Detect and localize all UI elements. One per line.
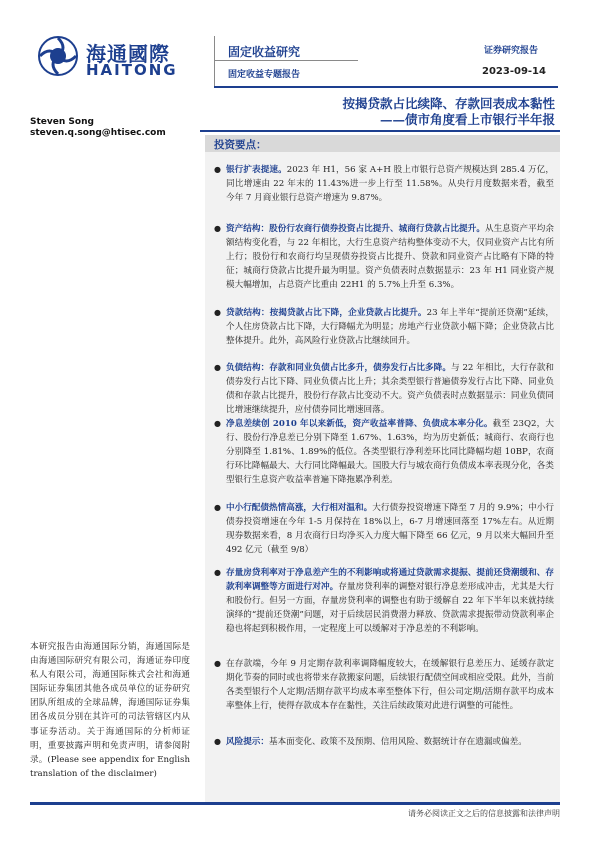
content-rule (200, 130, 560, 132)
bullet-lead: 中小行配债热情高涨，大行相对温和。 (226, 503, 373, 513)
bullet-item (214, 417, 554, 487)
bullet-text: 基本面变化、政策不及预期、信用风险、数据统计存在遗漏或偏差。 (268, 737, 527, 747)
footer-note: 请务必阅读正文之后的信息披露和法律声明 (408, 809, 560, 818)
header-mid-divider (215, 60, 358, 61)
logo-chinese-text: 海通國際 (86, 42, 170, 66)
bullet-item (214, 657, 554, 713)
bullet-dot-icon: ● (214, 165, 221, 174)
bullet-lead: 风险提示： (226, 737, 269, 747)
report-title: 按揭贷款占比续降、存款回表成本黏性 (342, 96, 555, 111)
bullet-lead: 银行扩表提速。 (226, 165, 287, 175)
author-name: Steven Song (30, 117, 94, 127)
bullet-text: 大行债券投资增速下降至 7 月的 9.9%；中小行债券投资增速在今年 1-5 月保持在 18%以上，6-7 月增速回落至 17%左右。从近期现券数据来看，8 月农商行日均净买入力度大幅下降至 66 亿元，9 月以来大幅回升至 492 亿元（截至 9/8） (226, 503, 554, 556)
bullet-lead: 负债结构：存款和同业负债占比多升，债券发行占比多降。 (226, 363, 451, 373)
bullet-dot-icon: ● (214, 419, 221, 428)
bullet-text: 从生息资产平均余额结构变化看，与 22 年相比，大行生息资产结构整体变动不大，仅同业资产占比有所上行；股份行和农商行均呈现债券投资占比提升、贷款和同业资产占比略有下降的特征；城商行贷款占比提升最为明显。资产负债表时点数据显示：23 年 H1 同业资产规模大幅增加，占总资产比重由 22H1 的 5.7%上升至 6.3%。 (226, 224, 554, 291)
bullet-text: 23 年上半年“提前还贷潮”延续，个人住房贷款占比下降，大行降幅尤为明显；房地产行业贷款小幅下降；企业贷款占比整体提升。此外，高风险行业贷款占比继续回升。 (226, 308, 554, 347)
bullet-lead: 贷款结构：按揭贷款占比下降，企业贷款占比提升。 (226, 308, 427, 318)
bullet-item (214, 163, 554, 205)
distribution-disclaimer: 本研究报告由海通国际分销，海通国际是由海通国际研究有限公司，海通证券印度私人有限公司，海通国际株式会社和海通国际证券集团其他各成员单位的证券研究团队所组成的全球品牌，海通国际证券集团各成员分别在其许可的司法管辖区内从事证券活动。关于海通国际的分析师证明，重要披露声明和免责声明，请参阅附录。(Please see appendix for English translation of the disclaimer) (30, 642, 190, 779)
bullet-item (214, 306, 554, 348)
section-subtitle: 固定收益专题报告 (228, 70, 301, 80)
bullet-dot-icon: ● (214, 503, 221, 512)
bullet-item (214, 735, 554, 749)
bullet-item (214, 222, 554, 292)
bullet-item (214, 501, 554, 557)
bullet-text: 在存款端，今年 9 月定期存款利率调降幅度较大，在缓解银行息差压力、延缓存款定期化节奏的同时或也将带来存款搬家问题，后续银行配债空间或相应受限。此外，当前各类型银行个人定期/活期存款平均成本率至整体下行，但公司定期/活期存款平均成本率整体上行，使得存款成本存在黏性，关注后续政策对此进行调整的可能性。 (226, 659, 554, 712)
logo-english-text: HAITONG (86, 61, 178, 79)
bullet-lead: 资产结构：股份行农商行债券投资占比提升、城商行贷款占比提升。 (226, 224, 485, 234)
haitong-logo-mark-icon (38, 36, 78, 76)
footer-rule (30, 802, 560, 805)
report-type: 证券研究报告 (484, 46, 539, 56)
bullet-text: 与 22 年相比，大行存款和债券发行占比下降、同业负债占比上升；其余类型银行普遍债券发行占比下降、同业负债和存款占比提升，股份行存款占比变动不大。资产负债表时点数据显示：同业负债同比增速继续提升，应付债券同比增速回落。 (226, 363, 554, 416)
bullet-item (214, 566, 554, 636)
bullet-text: 存量房贷利率的调整对银行净息差形成冲击，尤其是大行和股份行。但另一方面，存量房贷利率的调整也有助于缓解自 22 年下半年以来就持续演绎的“提前还贷潮”问题，对于后续居民消费潜力释放、贷款需求提振带动贷款利率企稳也将起到积极作用，一定程度上可以缓解对于净息差的不利影响。 (226, 582, 554, 635)
bullet-dot-icon: ● (214, 568, 221, 577)
bullet-lead: 净息差续创 2010 年以来新低，资产收益率普降、负债成本率分化。 (226, 419, 493, 429)
bullet-dot-icon: ● (214, 659, 221, 668)
header-rule (214, 86, 558, 88)
key-points-label: 投资要点： (214, 139, 267, 151)
report-date: 2023-09-14 (482, 66, 546, 77)
header-divider (214, 36, 215, 86)
bullet-dot-icon: ● (214, 363, 221, 372)
bullet-dot-icon: ● (214, 308, 221, 317)
bullet-item (214, 361, 554, 417)
bullet-text: 2023 年 H1，56 家 A+H 股上市银行总资产规模达到 285.4 万亿，同比增速由 22 年末的 11.43%进一步上行至 11.58%。从央行月度数据来看，截至今年 7 月商业银行总资产增速为 9.87%。 (226, 165, 554, 204)
bullet-lead: 存量房贷利率对于净息差产生的不利影响或将通过贷款需求提振、提前还贷潮缓和、存款利率调整等方面进行对冲。 (226, 568, 554, 593)
haitong-logo (38, 36, 188, 82)
bullet-dot-icon: ● (214, 224, 221, 233)
author-email[interactable]: steven.q.song@htisec.com (30, 128, 166, 138)
section-title: 固定收益研究 (228, 45, 301, 59)
report-subtitle: ——债市角度看上市银行半年报 (379, 112, 555, 127)
bullet-text: 截至 23Q2，大行、股份行净息差已分别下降至 1.67%、1.63%，均为历史新低；城商行、农商行也分别降至 1.81%、1.89%的低位。各类型银行净利差环比同比降幅均超 10BP，农商行环比降幅最大、大行同比降幅最大。国股大行与城农商行负债成本率表现分化，各类型银行生息资产收益率普遍下降拖累净利差。 (226, 419, 555, 486)
bullet-dot-icon: ● (214, 737, 221, 746)
